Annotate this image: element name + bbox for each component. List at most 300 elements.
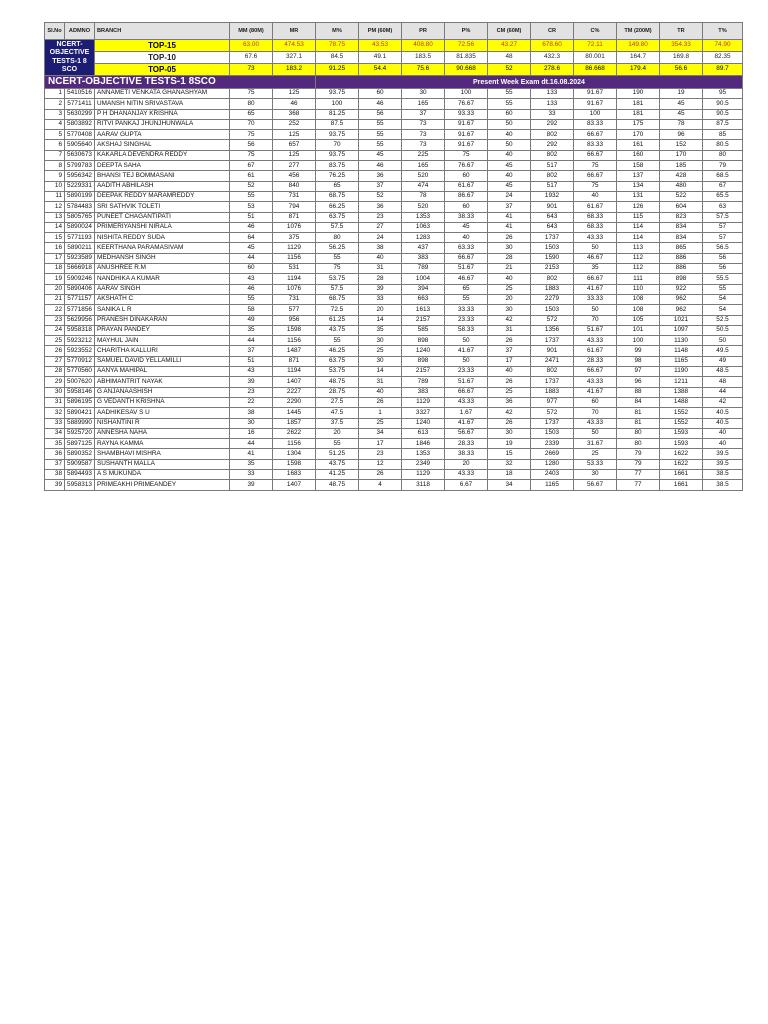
physics-rank: 663 xyxy=(402,294,445,304)
maths-marks: 58 xyxy=(230,305,273,315)
summary-value: 84.5 xyxy=(316,52,359,64)
chemistry-marks: 40 xyxy=(488,367,531,377)
maths-marks: 80 xyxy=(230,99,273,109)
physics-marks: 39 xyxy=(359,284,402,294)
student-name: AADITH ABHILASH xyxy=(95,181,230,191)
maths-percent: 93.75 xyxy=(316,89,359,99)
maths-percent: 81.25 xyxy=(316,109,359,119)
maths-percent: 68.75 xyxy=(316,191,359,201)
column-header: ADMNO xyxy=(65,23,95,40)
physics-percent: 60 xyxy=(445,171,488,181)
total-rank: 962 xyxy=(660,305,703,315)
summary-value: 72.56 xyxy=(445,40,488,52)
maths-rank: 1407 xyxy=(273,480,316,490)
student-name: PRIMEAKHI PRIMEANDEY xyxy=(95,480,230,490)
student-name: ANNESHA NAHA xyxy=(95,428,230,438)
maths-marks: 43 xyxy=(230,274,273,284)
serial-number: 28 xyxy=(45,367,65,377)
physics-rank: 1353 xyxy=(402,212,445,222)
table-row xyxy=(45,264,743,274)
serial-number: 34 xyxy=(45,428,65,438)
summary-value: 43.27 xyxy=(488,40,531,52)
student-name: NISHITA REDDY SUDA xyxy=(95,233,230,243)
student-name: CHARITHA KALLURI xyxy=(95,346,230,356)
chemistry-marks: 34 xyxy=(488,480,531,490)
maths-rank: 46 xyxy=(273,99,316,109)
chemistry-percent: 50 xyxy=(574,428,617,438)
maths-rank: 1156 xyxy=(273,336,316,346)
physics-rank: 585 xyxy=(402,325,445,335)
chemistry-rank: 2471 xyxy=(531,356,574,366)
physics-rank: 383 xyxy=(402,387,445,397)
total-marks: 105 xyxy=(617,315,660,325)
student-name: DEEPAK REDDY MARAMREDDY xyxy=(95,191,230,201)
total-percent: 40 xyxy=(703,439,743,449)
chemistry-percent: 33.33 xyxy=(574,294,617,304)
serial-number: 9 xyxy=(45,171,65,181)
physics-percent: 50 xyxy=(445,336,488,346)
physics-marks: 46 xyxy=(359,99,402,109)
chemistry-marks: 30 xyxy=(488,243,531,253)
physics-marks: 52 xyxy=(359,191,402,201)
total-percent: 54 xyxy=(703,305,743,315)
summary-value: 408.80 xyxy=(402,40,445,52)
chemistry-percent: 50 xyxy=(574,243,617,253)
total-marks: 99 xyxy=(617,346,660,356)
physics-percent: 100 xyxy=(445,89,488,99)
chemistry-rank: 292 xyxy=(531,140,574,150)
maths-marks: 44 xyxy=(230,439,273,449)
maths-rank: 375 xyxy=(273,233,316,243)
admission-number: 5894493 xyxy=(65,469,95,479)
summary-value: 432.3 xyxy=(531,52,574,64)
physics-percent: 65 xyxy=(445,284,488,294)
maths-percent: 57.5 xyxy=(316,222,359,232)
maths-percent: 61.25 xyxy=(316,315,359,325)
summary-value: 63.00 xyxy=(230,40,273,52)
summary-label: TOP-05 xyxy=(95,64,230,76)
summary-value: 354.33 xyxy=(660,40,703,52)
chemistry-rank: 33 xyxy=(531,109,574,119)
physics-percent: 76.67 xyxy=(445,161,488,171)
column-header: BRANCH xyxy=(95,23,230,40)
maths-percent: 70 xyxy=(316,140,359,150)
summary-value: 86.668 xyxy=(574,64,617,76)
chemistry-rank: 2669 xyxy=(531,449,574,459)
total-percent: 87.5 xyxy=(703,119,743,129)
maths-percent: 65 xyxy=(316,181,359,191)
physics-rank: 520 xyxy=(402,202,445,212)
physics-marks: 34 xyxy=(359,428,402,438)
total-rank: 152 xyxy=(660,140,703,150)
chemistry-rank: 802 xyxy=(531,150,574,160)
table-row xyxy=(45,99,743,109)
table-row xyxy=(45,387,743,397)
test-logo: NCERT-OBJECTIVE TESTS-1 8 SCO xyxy=(45,40,95,76)
total-percent: 55.5 xyxy=(703,274,743,284)
physics-rank: 2349 xyxy=(402,459,445,469)
table-row xyxy=(45,140,743,150)
serial-number: 20 xyxy=(45,284,65,294)
serial-number: 10 xyxy=(45,181,65,191)
physics-rank: 1004 xyxy=(402,274,445,284)
student-name: UMANSH NITIN SRIVASTAVA xyxy=(95,99,230,109)
total-rank: 1488 xyxy=(660,397,703,407)
total-marks: 108 xyxy=(617,294,660,304)
student-name: SUSHANTH MALLA xyxy=(95,459,230,469)
chemistry-rank: 572 xyxy=(531,315,574,325)
admission-number: 5958318 xyxy=(65,325,95,335)
total-marks: 80 xyxy=(617,439,660,449)
physics-rank: 165 xyxy=(402,161,445,171)
chemistry-percent: 66.67 xyxy=(574,171,617,181)
total-rank: 428 xyxy=(660,171,703,181)
total-rank: 1552 xyxy=(660,408,703,418)
serial-number: 17 xyxy=(45,253,65,263)
maths-percent: 47.5 xyxy=(316,408,359,418)
summary-value: 73 xyxy=(230,64,273,76)
total-marks: 134 xyxy=(617,181,660,191)
total-marks: 77 xyxy=(617,469,660,479)
maths-percent: 28.75 xyxy=(316,387,359,397)
maths-percent: 68.75 xyxy=(316,294,359,304)
maths-percent: 66.25 xyxy=(316,202,359,212)
physics-rank: 1240 xyxy=(402,346,445,356)
maths-marks: 45 xyxy=(230,243,273,253)
admission-number: 5958313 xyxy=(65,480,95,490)
student-name: G ANJANAASHISH xyxy=(95,387,230,397)
maths-marks: 61 xyxy=(230,171,273,181)
maths-percent: 53.75 xyxy=(316,274,359,284)
maths-marks: 16 xyxy=(230,428,273,438)
summary-value: 67.6 xyxy=(230,52,273,64)
student-name: PRIMERIYANSHI NIRALA xyxy=(95,222,230,232)
maths-percent: 55 xyxy=(316,253,359,263)
total-percent: 48.5 xyxy=(703,367,743,377)
physics-percent: 41.67 xyxy=(445,346,488,356)
physics-percent: 66.67 xyxy=(445,253,488,263)
chemistry-rank: 1356 xyxy=(531,325,574,335)
admission-number: 5410516 xyxy=(65,89,95,99)
chemistry-marks: 28 xyxy=(488,253,531,263)
physics-marks: 35 xyxy=(359,325,402,335)
maths-rank: 1857 xyxy=(273,418,316,428)
physics-percent: 60 xyxy=(445,202,488,212)
chemistry-percent: 43.33 xyxy=(574,418,617,428)
chemistry-percent: 35 xyxy=(574,264,617,274)
total-rank: 1593 xyxy=(660,428,703,438)
student-name: PUNEET CHAGANTIPATI xyxy=(95,212,230,222)
total-percent: 38.5 xyxy=(703,469,743,479)
table-row xyxy=(45,356,743,366)
maths-marks: 41 xyxy=(230,449,273,459)
maths-rank: 840 xyxy=(273,181,316,191)
admission-number: 5229331 xyxy=(65,181,95,191)
physics-percent: 93.33 xyxy=(445,109,488,119)
table-row xyxy=(45,109,743,119)
total-percent: 79 xyxy=(703,161,743,171)
chemistry-percent: 41.67 xyxy=(574,387,617,397)
chemistry-marks: 26 xyxy=(488,233,531,243)
chemistry-rank: 1737 xyxy=(531,418,574,428)
table-row xyxy=(45,315,743,325)
chemistry-marks: 19 xyxy=(488,439,531,449)
physics-percent: 23.33 xyxy=(445,367,488,377)
maths-percent: 46.25 xyxy=(316,346,359,356)
summary-value: 74.90 xyxy=(703,40,743,52)
summary-value: 81.835 xyxy=(445,52,488,64)
maths-percent: 100 xyxy=(316,99,359,109)
serial-number: 14 xyxy=(45,222,65,232)
total-rank: 1661 xyxy=(660,469,703,479)
chemistry-marks: 37 xyxy=(488,346,531,356)
maths-marks: 60 xyxy=(230,264,273,274)
total-marks: 98 xyxy=(617,356,660,366)
total-percent: 50 xyxy=(703,336,743,346)
admission-number: 5629956 xyxy=(65,315,95,325)
maths-rank: 277 xyxy=(273,161,316,171)
admission-number: 5909246 xyxy=(65,274,95,284)
admission-number: 5890406 xyxy=(65,284,95,294)
student-name: ANNAMETI VENKATA GHANASHYAM xyxy=(95,89,230,99)
maths-percent: 55 xyxy=(316,439,359,449)
physics-percent: 51.67 xyxy=(445,377,488,387)
admission-number: 5890211 xyxy=(65,243,95,253)
physics-percent: 20 xyxy=(445,459,488,469)
chemistry-rank: 1165 xyxy=(531,480,574,490)
chemistry-rank: 977 xyxy=(531,397,574,407)
total-percent: 67 xyxy=(703,181,743,191)
summary-label: TOP-10 xyxy=(95,52,230,64)
chemistry-percent: 75 xyxy=(574,181,617,191)
chemistry-percent: 61.67 xyxy=(574,202,617,212)
total-marks: 137 xyxy=(617,171,660,181)
maths-percent: 93.75 xyxy=(316,130,359,140)
admission-number: 5890352 xyxy=(65,449,95,459)
total-rank: 865 xyxy=(660,243,703,253)
total-rank: 45 xyxy=(660,109,703,119)
maths-rank: 125 xyxy=(273,89,316,99)
total-rank: 185 xyxy=(660,161,703,171)
maths-rank: 1598 xyxy=(273,325,316,335)
maths-marks: 35 xyxy=(230,459,273,469)
total-rank: 1622 xyxy=(660,449,703,459)
maths-marks: 35 xyxy=(230,325,273,335)
maths-rank: 1683 xyxy=(273,469,316,479)
total-percent: 57 xyxy=(703,222,743,232)
maths-marks: 75 xyxy=(230,150,273,160)
admission-number: 5630673 xyxy=(65,150,95,160)
total-marks: 170 xyxy=(617,130,660,140)
physics-percent: 46.67 xyxy=(445,274,488,284)
table-row xyxy=(45,336,743,346)
table-row xyxy=(45,89,743,99)
chemistry-percent: 30 xyxy=(574,469,617,479)
chemistry-rank: 517 xyxy=(531,181,574,191)
table-row xyxy=(45,294,743,304)
admission-number: 5909587 xyxy=(65,459,95,469)
summary-value: 48 xyxy=(488,52,531,64)
maths-rank: 657 xyxy=(273,140,316,150)
total-marks: 126 xyxy=(617,202,660,212)
score-sheet xyxy=(44,22,731,491)
total-percent: 65.5 xyxy=(703,191,743,201)
maths-percent: 80 xyxy=(316,233,359,243)
chemistry-rank: 802 xyxy=(531,274,574,284)
physics-percent: 41.67 xyxy=(445,418,488,428)
maths-rank: 577 xyxy=(273,305,316,315)
serial-number: 30 xyxy=(45,387,65,397)
student-name: ABHIMANTRIT NAYAK xyxy=(95,377,230,387)
chemistry-rank: 1590 xyxy=(531,253,574,263)
physics-marks: 26 xyxy=(359,469,402,479)
chemistry-marks: 31 xyxy=(488,325,531,335)
total-percent: 49 xyxy=(703,356,743,366)
maths-marks: 67 xyxy=(230,161,273,171)
total-rank: 1097 xyxy=(660,325,703,335)
total-marks: 115 xyxy=(617,212,660,222)
maths-percent: 63.75 xyxy=(316,212,359,222)
maths-rank: 731 xyxy=(273,294,316,304)
maths-percent: 48.75 xyxy=(316,377,359,387)
physics-marks: 55 xyxy=(359,130,402,140)
chemistry-marks: 20 xyxy=(488,294,531,304)
chemistry-rank: 1932 xyxy=(531,191,574,201)
physics-marks: 60 xyxy=(359,89,402,99)
total-percent: 39.5 xyxy=(703,459,743,469)
table-row xyxy=(45,397,743,407)
summary-value: 278.6 xyxy=(531,64,574,76)
physics-rank: 1129 xyxy=(402,397,445,407)
maths-marks: 33 xyxy=(230,469,273,479)
maths-marks: 56 xyxy=(230,140,273,150)
table-row xyxy=(45,202,743,212)
physics-rank: 383 xyxy=(402,253,445,263)
student-name: ANUSHREE R.M xyxy=(95,264,230,274)
physics-percent: 56.67 xyxy=(445,428,488,438)
table-row xyxy=(45,459,743,469)
maths-marks: 22 xyxy=(230,397,273,407)
physics-rank: 520 xyxy=(402,171,445,181)
table-row xyxy=(45,377,743,387)
admission-number: 5770408 xyxy=(65,130,95,140)
student-name: PRAYAN PANDEY xyxy=(95,325,230,335)
physics-percent: 43.33 xyxy=(445,397,488,407)
physics-percent: 6.67 xyxy=(445,480,488,490)
chemistry-rank: 1503 xyxy=(531,243,574,253)
chemistry-marks: 25 xyxy=(488,284,531,294)
physics-percent: 76.67 xyxy=(445,99,488,109)
physics-rank: 3327 xyxy=(402,408,445,418)
student-name: AANYA MAHIPAL xyxy=(95,367,230,377)
chemistry-percent: 91.67 xyxy=(574,89,617,99)
maths-marks: 46 xyxy=(230,222,273,232)
admission-number: 5770912 xyxy=(65,356,95,366)
total-percent: 50.5 xyxy=(703,325,743,335)
maths-percent: 57.5 xyxy=(316,284,359,294)
maths-marks: 75 xyxy=(230,89,273,99)
table-row xyxy=(45,284,743,294)
serial-number: 18 xyxy=(45,264,65,274)
chemistry-marks: 41 xyxy=(488,222,531,232)
table-row xyxy=(45,212,743,222)
student-name: A S MUKUNDA xyxy=(95,469,230,479)
total-percent: 40.5 xyxy=(703,418,743,428)
student-name: SHAMBHAVI MISHRA xyxy=(95,449,230,459)
maths-rank: 871 xyxy=(273,212,316,222)
chemistry-marks: 26 xyxy=(488,418,531,428)
physics-percent: 23.33 xyxy=(445,315,488,325)
total-rank: 19 xyxy=(660,89,703,99)
serial-number: 3 xyxy=(45,109,65,119)
student-name: PRANESH DINAKARAN xyxy=(95,315,230,325)
physics-percent: 66.67 xyxy=(445,387,488,397)
total-marks: 80 xyxy=(617,428,660,438)
student-name: MEDHANSH SINGH xyxy=(95,253,230,263)
physics-rank: 37 xyxy=(402,109,445,119)
total-rank: 886 xyxy=(660,253,703,263)
table-row xyxy=(45,253,743,263)
summary-value: 43.53 xyxy=(359,40,402,52)
serial-number: 4 xyxy=(45,119,65,129)
chemistry-percent: 50 xyxy=(574,305,617,315)
chemistry-percent: 51.67 xyxy=(574,325,617,335)
table-row xyxy=(45,119,743,129)
student-name: AADHIKESAV S U xyxy=(95,408,230,418)
chemistry-marks: 21 xyxy=(488,264,531,274)
table-row xyxy=(45,191,743,201)
physics-percent: 51.67 xyxy=(445,264,488,274)
total-percent: 38.5 xyxy=(703,480,743,490)
total-marks: 181 xyxy=(617,99,660,109)
summary-value: 183.2 xyxy=(273,64,316,76)
student-name: SANIKA L R xyxy=(95,305,230,315)
total-percent: 56.5 xyxy=(703,243,743,253)
maths-rank: 1445 xyxy=(273,408,316,418)
maths-rank: 956 xyxy=(273,315,316,325)
total-rank: 1593 xyxy=(660,439,703,449)
physics-marks: 17 xyxy=(359,439,402,449)
physics-marks: 56 xyxy=(359,109,402,119)
total-marks: 112 xyxy=(617,253,660,263)
total-percent: 49.5 xyxy=(703,346,743,356)
chemistry-percent: 43.33 xyxy=(574,377,617,387)
physics-percent: 91.67 xyxy=(445,140,488,150)
physics-rank: 394 xyxy=(402,284,445,294)
admission-number: 5771856 xyxy=(65,305,95,315)
maths-rank: 1598 xyxy=(273,459,316,469)
maths-marks: 53 xyxy=(230,202,273,212)
maths-marks: 43 xyxy=(230,367,273,377)
chemistry-rank: 2153 xyxy=(531,264,574,274)
student-name: G VEDANTH KRISHNA xyxy=(95,397,230,407)
summary-value: 169.8 xyxy=(660,52,703,64)
total-marks: 112 xyxy=(617,264,660,274)
total-rank: 834 xyxy=(660,222,703,232)
serial-number: 33 xyxy=(45,418,65,428)
total-percent: 39.5 xyxy=(703,449,743,459)
total-rank: 962 xyxy=(660,294,703,304)
summary-row-top10 xyxy=(45,52,743,64)
total-rank: 886 xyxy=(660,264,703,274)
maths-rank: 125 xyxy=(273,150,316,160)
physics-percent: 38.33 xyxy=(445,212,488,222)
maths-percent: 53.75 xyxy=(316,367,359,377)
chemistry-marks: 24 xyxy=(488,191,531,201)
physics-marks: 55 xyxy=(359,140,402,150)
physics-marks: 12 xyxy=(359,459,402,469)
physics-marks: 23 xyxy=(359,212,402,222)
